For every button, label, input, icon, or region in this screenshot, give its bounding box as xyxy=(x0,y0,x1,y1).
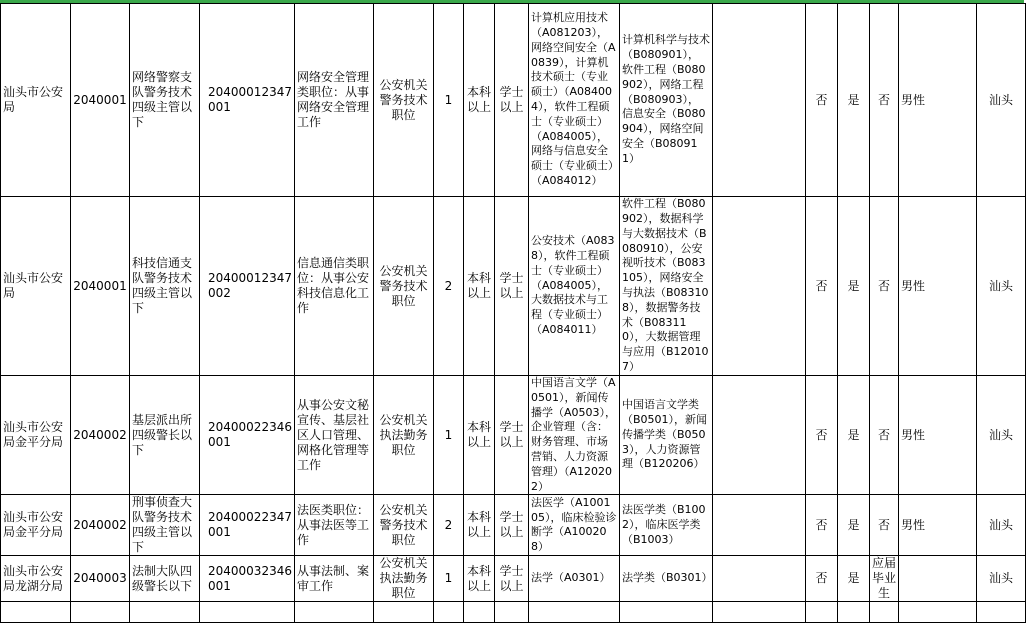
position-code-cell[interactable]: 20400022346001 xyxy=(200,376,295,495)
degree-cell[interactable]: 学士以上 xyxy=(495,4,529,197)
headcount-cell[interactable] xyxy=(434,602,464,623)
flag-cell-o[interactable]: 否 xyxy=(870,495,899,556)
position-description-cell[interactable]: 网络安全管理类职位：从事网络安全管理工作 xyxy=(295,4,374,197)
gender-cell[interactable]: 男性 xyxy=(899,4,977,197)
unit-cell[interactable] xyxy=(1,602,71,623)
unit-code-cell[interactable]: 2040001 xyxy=(71,4,130,197)
empty-cell[interactable] xyxy=(713,602,806,623)
position-code-cell[interactable]: 20400022347001 xyxy=(200,495,295,556)
gender-cell[interactable]: 男性 xyxy=(899,495,977,556)
education-cell[interactable]: 本科以上 xyxy=(464,556,495,602)
flag-cell-m[interactable] xyxy=(806,602,838,623)
flag-cell-n[interactable]: 是 xyxy=(838,376,870,495)
flag-cell-o[interactable]: 否 xyxy=(870,197,899,376)
department-cell[interactable]: 基层派出所四级警长以下 xyxy=(130,376,200,495)
graduate-major-cell[interactable]: 计算机应用技术（A081203），网络空间安全（A0839），计算机技术硕士（专业硕士）（A084004），软件工程硕士（专业硕士）（A084005），网络与信息安全硕士（专业硕士）（A084012） xyxy=(529,4,620,197)
education-cell[interactable]: 本科以上 xyxy=(464,4,495,197)
gender-cell[interactable] xyxy=(899,556,977,602)
gender-cell[interactable] xyxy=(899,602,977,623)
table-row[interactable] xyxy=(1,376,1026,495)
flag-cell-n[interactable]: 是 xyxy=(838,556,870,602)
degree-cell[interactable]: 学士以上 xyxy=(495,495,529,556)
degree-cell[interactable] xyxy=(495,602,529,623)
table-row[interactable] xyxy=(1,556,1026,602)
position-description-cell[interactable]: 从事法制、案审工作 xyxy=(295,556,374,602)
position-category-cell[interactable]: 公安机关执法勤务职位 xyxy=(374,376,434,495)
headcount-cell[interactable]: 2 xyxy=(434,197,464,376)
empty-cell[interactable] xyxy=(713,495,806,556)
position-code-cell[interactable]: 20400012347002 xyxy=(200,197,295,376)
degree-cell[interactable]: 学士以上 xyxy=(495,556,529,602)
unit-code-cell[interactable]: 2040002 xyxy=(71,376,130,495)
flag-cell-m[interactable]: 否 xyxy=(806,376,838,495)
flag-cell-n[interactable]: 是 xyxy=(838,4,870,197)
education-cell[interactable]: 本科以上 xyxy=(464,197,495,376)
graduate-major-cell[interactable]: 公安技术（A0838），软件工程硕士（专业硕士）（A084005），大数据技术与工程（专业硕士）（A084011） xyxy=(529,197,620,376)
graduate-major-cell[interactable]: 法医学（A100105），临床检验诊断学（A100208） xyxy=(529,495,620,556)
headcount-cell[interactable]: 1 xyxy=(434,376,464,495)
recruitment-table xyxy=(0,3,1026,623)
flag-cell-n[interactable]: 是 xyxy=(838,197,870,376)
department-cell[interactable] xyxy=(130,602,200,623)
unit-code-cell[interactable] xyxy=(71,602,130,623)
department-cell[interactable]: 网络警察支队警务技术四级主管以下 xyxy=(130,4,200,197)
department-cell[interactable]: 法制大队四级警长以下 xyxy=(130,556,200,602)
table-row[interactable] xyxy=(1,495,1026,556)
unit-cell[interactable]: 汕头市公安局金平分局 xyxy=(1,376,71,495)
empty-cell[interactable] xyxy=(713,197,806,376)
position-code-cell[interactable] xyxy=(200,602,295,623)
department-cell[interactable]: 刑事侦查大队警务技术四级主管以下 xyxy=(130,495,200,556)
empty-cell[interactable] xyxy=(713,4,806,197)
table-row[interactable] xyxy=(1,602,1026,623)
undergraduate-major-cell[interactable]: 法学类（B0301） xyxy=(620,556,713,602)
graduate-major-cell[interactable] xyxy=(529,602,620,623)
degree-cell[interactable]: 学士以上 xyxy=(495,197,529,376)
table-row[interactable] xyxy=(1,4,1026,197)
undergraduate-major-cell[interactable]: 法医学类（B1002），临床医学类（B1003） xyxy=(620,495,713,556)
flag-cell-n[interactable] xyxy=(838,602,870,623)
empty-cell[interactable] xyxy=(713,556,806,602)
unit-cell[interactable]: 汕头市公安局 xyxy=(1,197,71,376)
graduate-major-cell[interactable]: 中国语言文学（A0501），新闻传播学（A0503），企业管理（含：财务管理、市场营销、人力资源管理）（A120202） xyxy=(529,376,620,495)
unit-cell[interactable]: 汕头市公安局金平分局 xyxy=(1,495,71,556)
unit-code-cell[interactable]: 2040003 xyxy=(71,556,130,602)
graduate-major-cell[interactable]: 法学（A0301） xyxy=(529,556,620,602)
flag-cell-o[interactable] xyxy=(870,602,899,623)
flag-cell-m[interactable]: 否 xyxy=(806,495,838,556)
flag-cell-o[interactable]: 否 xyxy=(870,376,899,495)
position-description-cell[interactable]: 从事公安文秘宣传、基层社区人口管理、网格化管理等工作 xyxy=(295,376,374,495)
unit-cell[interactable]: 汕头市公安局 xyxy=(1,4,71,197)
undergraduate-major-cell[interactable]: 软件工程（B080902），数据科学与大数据技术（B080910），公安视听技术（B083105），网络安全与执法（B083108），数据警务技术（B083110），大数据管理与应用（B120107） xyxy=(620,197,713,376)
gender-cell[interactable]: 男性 xyxy=(899,376,977,495)
gender-cell[interactable]: 男性 xyxy=(899,197,977,376)
unit-cell[interactable]: 汕头市公安局龙湖分局 xyxy=(1,556,71,602)
degree-cell[interactable]: 学士以上 xyxy=(495,376,529,495)
flag-cell-n[interactable]: 是 xyxy=(838,495,870,556)
unit-code-cell[interactable]: 2040002 xyxy=(71,495,130,556)
flag-cell-m[interactable]: 否 xyxy=(806,4,838,197)
unit-code-cell[interactable]: 2040001 xyxy=(71,197,130,376)
headcount-cell[interactable]: 2 xyxy=(434,495,464,556)
empty-cell[interactable] xyxy=(713,376,806,495)
location-cell[interactable]: 汕头 xyxy=(977,556,1026,602)
undergraduate-major-cell[interactable] xyxy=(620,602,713,623)
location-cell[interactable]: 汕头 xyxy=(977,4,1026,197)
flag-cell-m[interactable]: 否 xyxy=(806,556,838,602)
position-category-cell[interactable] xyxy=(374,602,434,623)
flag-cell-o[interactable]: 应届毕业生 xyxy=(870,556,899,602)
education-cell[interactable]: 本科以上 xyxy=(464,495,495,556)
location-cell[interactable]: 汕头 xyxy=(977,197,1026,376)
education-cell[interactable]: 本科以上 xyxy=(464,376,495,495)
department-cell[interactable]: 科技信通支队警务技术四级主管以下 xyxy=(130,197,200,376)
position-code-cell[interactable]: 20400012347001 xyxy=(200,4,295,197)
undergraduate-major-cell[interactable]: 计算机科学与技术（B080901），软件工程（B080902），网络工程（B080903），信息安全（B080904），网络空间安全（B080911） xyxy=(620,4,713,197)
position-code-cell[interactable]: 20400032346001 xyxy=(200,556,295,602)
position-description-cell[interactable]: 法医类职位：从事法医等工作 xyxy=(295,495,374,556)
flag-cell-m[interactable]: 否 xyxy=(806,197,838,376)
location-cell[interactable] xyxy=(977,602,1026,623)
headcount-cell[interactable]: 1 xyxy=(434,4,464,197)
flag-cell-o[interactable]: 否 xyxy=(870,4,899,197)
undergraduate-major-cell[interactable]: 中国语言文学类（B0501），新闻传播学类（B0503），人力资源管理（B120206） xyxy=(620,376,713,495)
position-description-cell[interactable] xyxy=(295,602,374,623)
education-cell[interactable] xyxy=(464,602,495,623)
location-cell[interactable]: 汕头 xyxy=(977,376,1026,495)
position-category-cell[interactable]: 公安机关警务技术职位 xyxy=(374,197,434,376)
position-description-cell[interactable]: 信息通信类职位：从事公安科技信息化工作 xyxy=(295,197,374,376)
location-cell[interactable]: 汕头 xyxy=(977,495,1026,556)
position-category-cell[interactable]: 公安机关执法勤务职位 xyxy=(374,556,434,602)
position-category-cell[interactable]: 公安机关警务技术职位 xyxy=(374,495,434,556)
headcount-cell[interactable]: 1 xyxy=(434,556,464,602)
table-row[interactable] xyxy=(1,197,1026,376)
position-category-cell[interactable]: 公安机关警务技术职位 xyxy=(374,4,434,197)
